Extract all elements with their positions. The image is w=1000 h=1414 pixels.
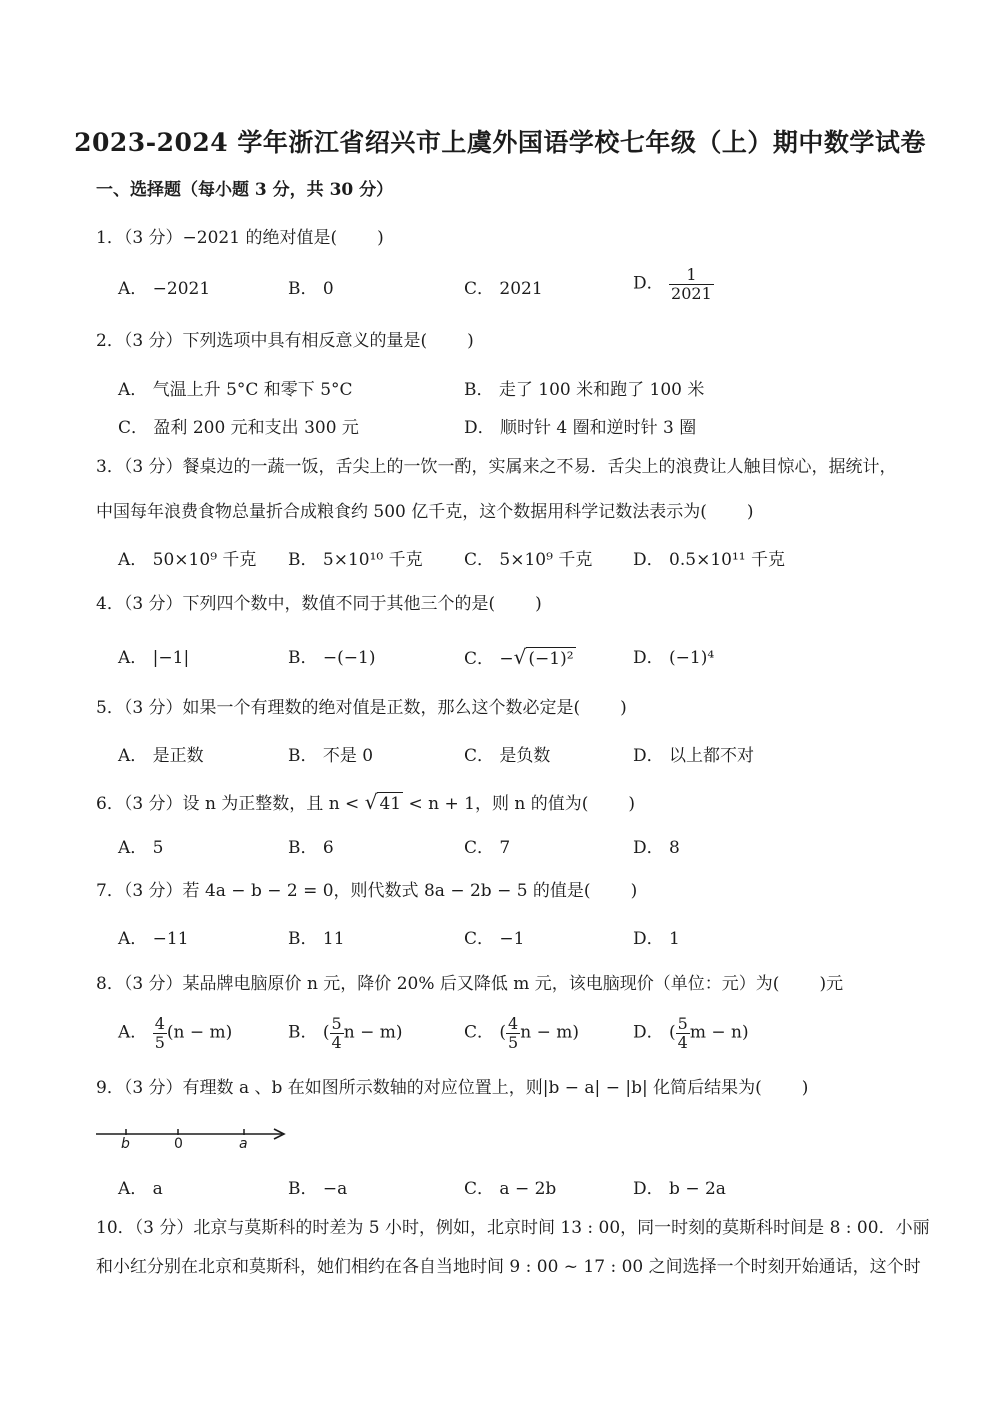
radical-sign: √ — [364, 790, 378, 814]
option-d: D． ( $\frac{5}{4}$ m − n) — [633, 1014, 749, 1052]
option-d: D． 8 — [633, 838, 680, 858]
option-b: B． 0 — [288, 279, 334, 299]
question-1: 1．（3 分）−2021 的绝对值是( ) — [96, 228, 384, 248]
option-c: C． a − 2b — [464, 1179, 557, 1199]
option-c: C． ( $\frac{4}{5}$ n − m) — [464, 1014, 579, 1052]
axis-label-0: 0 — [174, 1136, 183, 1152]
number-line-figure — [92, 1122, 292, 1161]
question-3-line-1: 3．（3 分）餐桌边的一蔬一饭，舌尖上的一饮一酌，实属来之不易．舌尖上的浪费让人触目惊心，据统计， — [96, 457, 897, 477]
option-d: D． (−1)⁴ — [633, 648, 715, 668]
question-stem: 4．（3 分）下列四个数中，数值不同于其他三个的是( — [96, 594, 496, 614]
option-a: A． 50×10⁹ 千克 — [118, 550, 257, 570]
question-stem: 5．（3 分）如果一个有理数的绝对值是正数，那么这个数必定是( — [96, 698, 581, 718]
option-d: D． b − 2a — [633, 1179, 726, 1199]
option-a: A． 气温上升 5°C 和零下 5°C — [118, 380, 353, 400]
option-c: C． 7 — [464, 838, 511, 858]
option-c: C． 2021 — [464, 279, 543, 299]
option-b: B． 6 — [288, 838, 334, 858]
option-b: B． ( $\frac{5}{4}$ n − m) — [288, 1014, 403, 1052]
question-stem: 8．（3 分）某品牌电脑原价 n 元，降价 20% 后又降低 m 元，该电脑现价（单位：元）为( — [96, 974, 780, 994]
option-c: C． −√ (−1)² — [464, 645, 574, 669]
radical-sign: √ — [513, 645, 527, 669]
question-10-line-2: 和小红分别在北京和莫斯科，她们相约在各自当地时间 9 : 00 ~ 17 : 00 之间选择一个时刻开始通话，这个时 — [96, 1257, 921, 1277]
option-d: D． 顺时针 4 圈和逆时针 3 圈 — [464, 418, 697, 438]
option-a: A． 5 — [118, 838, 164, 858]
option-d: D． 以上都不对 — [633, 746, 755, 766]
question-stem: 2．（3 分）下列选项中具有相反意义的量是( — [96, 331, 428, 351]
question-2: 2．（3 分）下列选项中具有相反意义的量是( ) — [96, 331, 474, 351]
question-6: 6．（3 分）设 n 为正整数，且 n < √ 41 < n + 1，则 n 的值为( ) — [96, 790, 635, 814]
axis-label-a: a — [239, 1136, 248, 1152]
fraction: $\frac{1}{2021}$ — [671, 265, 712, 303]
question-stem: 7．（3 分）若 4a − b − 2 = 0，则代数式 8a − 2b − 5 的值是( — [96, 881, 591, 901]
option-a: A． −11 — [118, 929, 189, 949]
option-a: A． 是正数 — [118, 746, 204, 766]
option-b: B． −(−1) — [288, 648, 376, 668]
option-a: A． |−1| — [118, 648, 190, 668]
option-a: A． a — [118, 1179, 163, 1199]
option-c: C． 是负数 — [464, 746, 551, 766]
question-stem: 1．（3 分）−2021 的绝对值是( — [96, 228, 338, 248]
fraction: $\frac{4}{5}$ — [154, 1014, 165, 1052]
option-c: C． 5×10⁹ 千克 — [464, 550, 593, 570]
question-8: 8．（3 分）某品牌电脑原价 n 元，降价 20% 后又降低 m 元，该电脑现价（单位：元）为( )元 — [96, 974, 844, 994]
question-stem: 9．（3 分）有理数 a 、b 在如图所示数轴的对应位置上，则|b − a| − |b| 化简后结果为( — [96, 1078, 762, 1098]
question-5: 5．（3 分）如果一个有理数的绝对值是正数，那么这个数必定是( ) — [96, 698, 627, 718]
question-7: 7．（3 分）若 4a − b − 2 = 0，则代数式 8a − 2b − 5 的值是( ) — [96, 881, 638, 901]
question-3-line-2: 中国每年浪费食物总量折合成粮食约 500 亿千克，这个数据用科学记数法表示为( ) — [96, 502, 754, 522]
option-c: C． −1 — [464, 929, 525, 949]
option-d: D． $\frac{1}{2021}$ — [633, 265, 712, 303]
option-d: D． 0.5×10¹¹ 千克 — [633, 550, 785, 570]
option-b: B． −a — [288, 1179, 348, 1199]
page-title: 2023-2024 学年浙江省绍兴市上虞外国语学校七年级（上）期中数学试卷 — [74, 128, 926, 157]
question-9: 9．（3 分）有理数 a 、b 在如图所示数轴的对应位置上，则|b − a| − |b| 化简后结果为( ) — [96, 1078, 809, 1098]
section-heading: 一、选择题（每小题 3 分，共 30 分） — [96, 180, 394, 200]
question-4: 4．（3 分）下列四个数中，数值不同于其他三个的是( ) — [96, 594, 542, 614]
option-d: D． 1 — [633, 929, 680, 949]
axis-label-b: b — [121, 1136, 130, 1152]
fraction: $\frac{4}{5}$ — [508, 1014, 519, 1052]
option-a: A． −2021 — [118, 279, 211, 299]
option-b: B． 走了 100 米和跑了 100 米 — [464, 380, 705, 400]
option-b: B． 5×10¹⁰ 千克 — [288, 550, 423, 570]
option-a: A． $\frac{4}{5}$ (n − m) — [118, 1014, 233, 1052]
fraction: $\frac{5}{4}$ — [677, 1014, 688, 1052]
fraction: $\frac{5}{4}$ — [331, 1014, 342, 1052]
question-10-line-1: 10．（3 分）北京与莫斯科的时差为 5 小时，例如，北京时间 13 : 00，同一时刻的莫斯科时间是 8 : 00．小丽 — [96, 1218, 930, 1238]
option-b: B． 11 — [288, 929, 345, 949]
option-c: C． 盈利 200 元和支出 300 元 — [118, 418, 359, 438]
option-b: B． 不是 0 — [288, 746, 374, 766]
